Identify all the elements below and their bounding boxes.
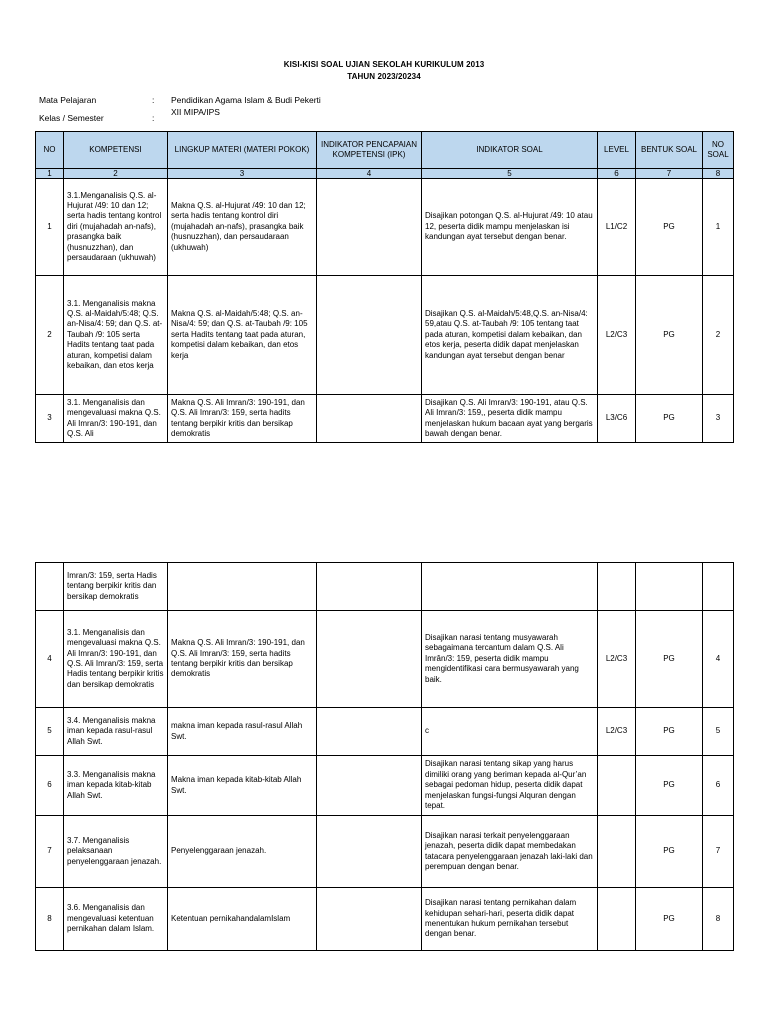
table-row bbox=[36, 611, 734, 708]
row-bentuk: PG bbox=[636, 708, 703, 756]
class-separator: : bbox=[152, 113, 155, 123]
header-materi: LINGKUP MATERI (MATERI POKOK) bbox=[168, 132, 317, 169]
class-label: Kelas / Semester bbox=[39, 113, 104, 123]
row-indikator bbox=[422, 563, 598, 611]
row-bentuk: PG bbox=[636, 179, 703, 276]
table-row bbox=[36, 179, 734, 276]
header-kompetensi: KOMPETENSI bbox=[64, 132, 168, 169]
row-level bbox=[598, 756, 636, 816]
row-indikator: Disajikan narasi terkait penyelenggaraan jenazah, peserta didik dapat membedakan tatacara penyelenggaraan jenazah laki-laki dan perempuan dengan benar. bbox=[422, 816, 598, 888]
row-no: 6 bbox=[36, 756, 64, 816]
row-kompetensi: 3.6. Menganalisis dan mengevaluasi ketentuan pernikahan dalam Islam. bbox=[64, 888, 168, 951]
row-level: L2/C3 bbox=[598, 708, 636, 756]
grid-table-page-2 bbox=[35, 562, 734, 951]
table-row bbox=[36, 756, 734, 816]
class-value: XII MIPA/IPS bbox=[171, 107, 220, 117]
row-level: L3/C6 bbox=[598, 395, 636, 443]
row-indikator: Disajikan Q.S. Ali Imran/3: 190-191, atau Q.S. Ali Imran/3: 159,, peserta didik mampu menjelaskan hukum bacaan ayat yang bergaris bawah dengan benar. bbox=[422, 395, 598, 443]
row-no: 4 bbox=[36, 611, 64, 708]
row-no: 3 bbox=[36, 395, 64, 443]
row-materi: makna iman kepada rasul-rasul Allah Swt. bbox=[168, 708, 317, 756]
row-kompetensi: 3.1. Menganalisis dan mengevaluasi makna Q.S. Ali Imran/3: 190-191, dan Q.S. Ali bbox=[64, 395, 168, 443]
row-materi: Penyelenggaraan jenazah. bbox=[168, 816, 317, 888]
row-no-soal: 5 bbox=[703, 708, 734, 756]
row-materi bbox=[168, 563, 317, 611]
row-kompetensi: 3.4. Menganalisis makna iman kepada rasul-rasul Allah Swt. bbox=[64, 708, 168, 756]
table-row bbox=[36, 888, 734, 951]
row-materi: Makna iman kepada kitab-kitab Allah Swt. bbox=[168, 756, 317, 816]
row-no: 8 bbox=[36, 888, 64, 951]
subject-label: Mata Pelajaran bbox=[39, 95, 97, 105]
header-indikator-soal: INDIKATOR SOAL bbox=[422, 132, 598, 169]
row-ipk bbox=[317, 179, 422, 276]
table-row bbox=[36, 395, 734, 443]
row-indikator: Disajikan narasi tentang sikap yang harus dimiliki orang yang beriman kepada al-Qur’an sebagai pedoman hidup, peserta didik dapat menjelaskan fungsi-fungsi Alquran dengan tepat. bbox=[422, 756, 598, 816]
header-level: LEVEL bbox=[598, 132, 636, 169]
row-no: 1 bbox=[36, 179, 64, 276]
header-no: NO bbox=[36, 132, 64, 169]
row-ipk bbox=[317, 756, 422, 816]
column-number: 6 bbox=[598, 169, 636, 179]
column-number: 4 bbox=[317, 169, 422, 179]
column-number: 3 bbox=[168, 169, 317, 179]
row-materi: Makna Q.S. al-Maidah/5:48; Q.S. an-Nisa/4: 59; dan Q.S. at-Taubah /9: 105 serta Hadits tentang taat pada aturan, kompetisi dalam kebaikan, dan etos kerja bbox=[168, 276, 317, 395]
row-no-soal: 2 bbox=[703, 276, 734, 395]
row-ipk bbox=[317, 395, 422, 443]
row-kompetensi: 3.1. Menganalisis makna Q.S. al-Maidah/5:48; Q.S. an-Nisa/4: 59; dan Q.S. at-Taubah /9: 105 serta Hadits tentang taat pada aturan, kompetisi dalam kebaikan, dan etos kerja bbox=[64, 276, 168, 395]
column-number: 7 bbox=[636, 169, 703, 179]
row-ipk bbox=[317, 888, 422, 951]
row-ipk bbox=[317, 816, 422, 888]
row-kompetensi: 3.3. Menganalisis makna iman kepada kitab-kitab Allah Swt. bbox=[64, 756, 168, 816]
document-title-line2: TAHUN 2023/20234 bbox=[347, 72, 421, 81]
row-no bbox=[36, 563, 64, 611]
row-indikator: Disajikan narasi tentang musyawarah sebagaimana tercantum dalam Q.S. Ali Imrân/3: 159, peserta didik mampu mengidentifikasi cara bermusyawarah yang baik. bbox=[422, 611, 598, 708]
header-ipk: INDIKATOR PENCAPAIAN KOMPETENSI (IPK) bbox=[317, 132, 422, 169]
row-materi: Ketentuan pernikahandalamIslam bbox=[168, 888, 317, 951]
row-no-soal: 6 bbox=[703, 756, 734, 816]
row-bentuk: PG bbox=[636, 395, 703, 443]
row-materi: Makna Q.S. al-Hujurat /49: 10 dan 12; serta hadis tentang kontrol diri (mujahadah an-nafs), prasangka baik (husnuzzhan), dan persaudaraan (ukhuwah) bbox=[168, 179, 317, 276]
row-no-soal: 7 bbox=[703, 816, 734, 888]
row-kompetensi: 3.7. Menganalisis pelaksanaan penyelenggaraan jenazah. bbox=[64, 816, 168, 888]
row-level bbox=[598, 563, 636, 611]
row-ipk bbox=[317, 276, 422, 395]
table-row bbox=[36, 708, 734, 756]
table-row-continued bbox=[36, 563, 734, 611]
column-number: 2 bbox=[64, 169, 168, 179]
header-bentuk-soal: BENTUK SOAL bbox=[636, 132, 703, 169]
header-no-soal: NO SOAL bbox=[703, 132, 734, 169]
row-indikator: c bbox=[422, 708, 598, 756]
column-number: 1 bbox=[36, 169, 64, 179]
row-level bbox=[598, 888, 636, 951]
row-bentuk: PG bbox=[636, 756, 703, 816]
row-bentuk: PG bbox=[636, 611, 703, 708]
row-level: L2/C3 bbox=[598, 611, 636, 708]
document-title-line1: KISI-KISI SOAL UJIAN SEKOLAH KURIKULUM 2013 bbox=[283, 60, 485, 69]
row-no-soal: 3 bbox=[703, 395, 734, 443]
row-materi: Makna Q.S. Ali Imran/3: 190-191, dan Q.S. Ali Imran/3: 159, serta hadits tentang berpikir kritis dan bersikap demokratis bbox=[168, 395, 317, 443]
row-ipk bbox=[317, 708, 422, 756]
row-level bbox=[598, 816, 636, 888]
row-ipk bbox=[317, 563, 422, 611]
row-no-soal: 8 bbox=[703, 888, 734, 951]
row-materi: Makna Q.S. Ali Imran/3: 190-191, dan Q.S. Ali Imran/3: 159, serta hadits tentang berpikir kritis dan bersikap demokratis bbox=[168, 611, 317, 708]
row-no-soal: 1 bbox=[703, 179, 734, 276]
row-no: 7 bbox=[36, 816, 64, 888]
row-no-soal bbox=[703, 563, 734, 611]
row-no: 5 bbox=[36, 708, 64, 756]
grid-table-page-1 bbox=[35, 131, 734, 443]
column-number-row bbox=[36, 169, 734, 179]
column-number: 8 bbox=[703, 169, 734, 179]
row-bentuk: PG bbox=[636, 276, 703, 395]
row-indikator: Disajikan narasi tentang pernikahan dalam kehidupan sehari-hari, peserta didik dapat menentukan hukum pernikahan tersebut dengan benar. bbox=[422, 888, 598, 951]
subject-value: Pendidikan Agama Islam & Budi Pekerti bbox=[171, 95, 321, 105]
row-indikator: Disajikan Q.S. al-Maidah/5:48,Q.S. an-Nisa/4: 59,atau Q.S. at-Taubah /9: 105 tentang taat pada aturan, kompetisi dalam kebaikan, dan etos kerja, peserta didik dapat menjelaskan kandungan ayat tersebut dengan benar bbox=[422, 276, 598, 395]
row-ipk bbox=[317, 611, 422, 708]
row-level: L2/C3 bbox=[598, 276, 636, 395]
table-row bbox=[36, 816, 734, 888]
header-row bbox=[36, 132, 734, 169]
row-indikator: Disajikan potongan Q.S. al-Hujurat /49: 10 atau 12, peserta didik mampu menjelaskan isi kandungan ayat tersebut dengan benar. bbox=[422, 179, 598, 276]
row-bentuk bbox=[636, 563, 703, 611]
row-level: L1/C2 bbox=[598, 179, 636, 276]
row-bentuk: PG bbox=[636, 816, 703, 888]
row-kompetensi: Imran/3: 159, serta Hadis tentang berpikir kritis dan bersikap demokratis bbox=[64, 563, 168, 611]
row-bentuk: PG bbox=[636, 888, 703, 951]
column-number: 5 bbox=[422, 169, 598, 179]
subject-separator: : bbox=[152, 95, 155, 105]
row-kompetensi: 3.1.Menganalisis Q.S. al-Hujurat /49: 10 dan 12; serta hadis tentang kontrol diri (mujahadah an-nafs), prasangka baik (husnuzzhan), dan persaudaraan (ukhuwah) bbox=[64, 179, 168, 276]
row-kompetensi: 3.1. Menganalisis dan mengevaluasi makna Q.S. Ali Imran/3: 190-191, dan Q.S. Ali Imran/3: 159, serta Hadis tentang berpikir kritis dan bersikap demokratis bbox=[64, 611, 168, 708]
row-no: 2 bbox=[36, 276, 64, 395]
table-row bbox=[36, 276, 734, 395]
row-no-soal: 4 bbox=[703, 611, 734, 708]
